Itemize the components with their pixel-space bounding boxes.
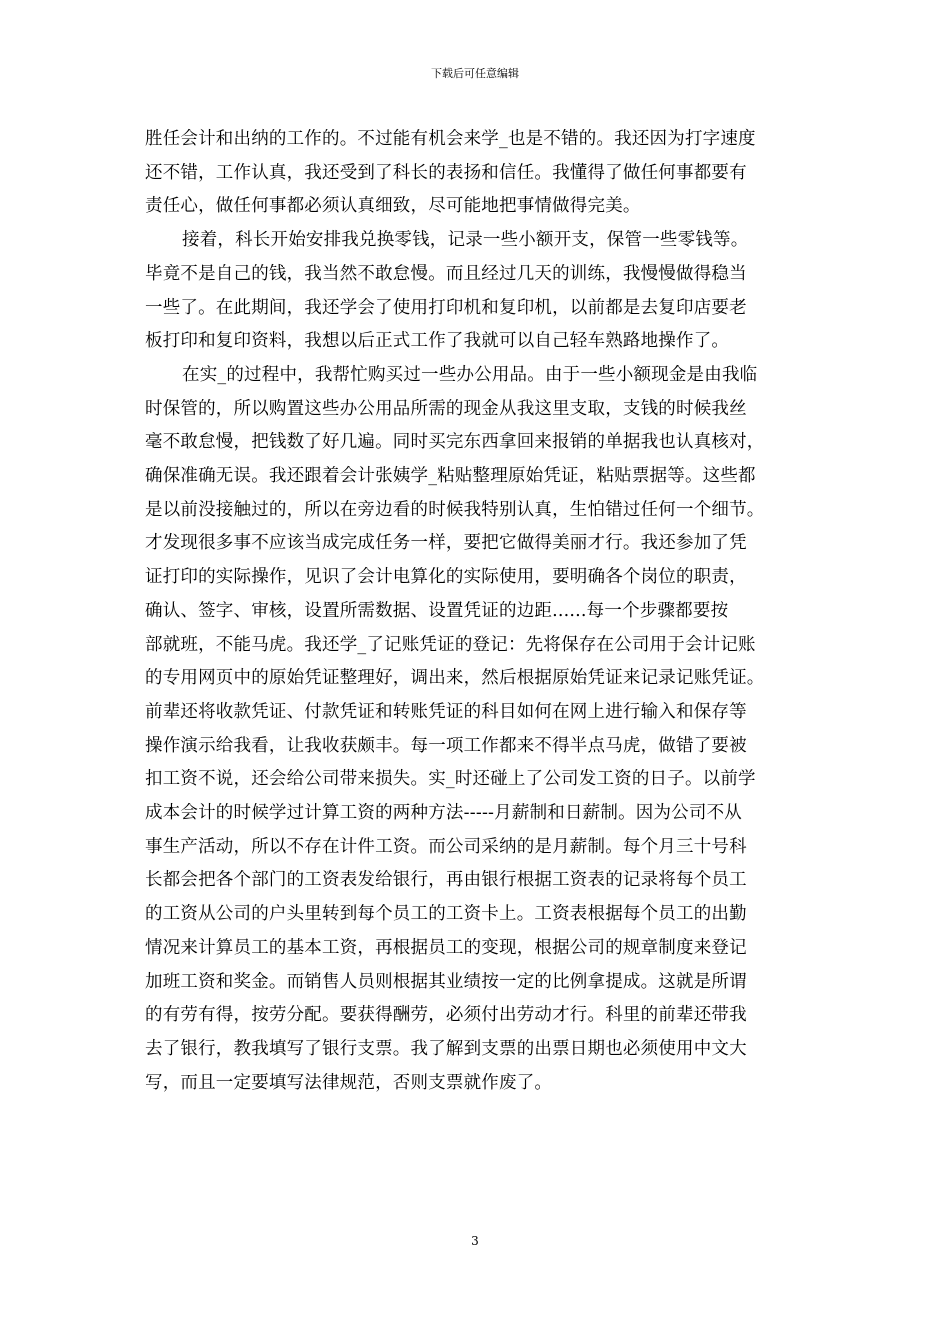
text-line: 才发现很多事不应该当成完成任务一样，要把它做得美丽才行。我还参加了凭 [145, 533, 747, 554]
text-line: 在实_的过程中，我帮忙购买过一些办公用品。由于一些小额现金是由我临 [182, 364, 758, 385]
page-number: 3 [471, 1234, 479, 1248]
text-line: 去了银行，教我填写了银行支票。我了解到支票的出票日期也必须使用中文大 [145, 1038, 747, 1059]
text-line: 毫不敢怠慢，把钱数了好几遍。同时买完东西拿回来报销的单据我也认真核对， [145, 432, 765, 453]
text-line: 证打印的实际操作，见识了会计电算化的实际使用，要明确各个岗位的职责， [145, 567, 747, 588]
text-line: 是以前没接触过的，所以在旁边看的时候我特别认真，生怕错过任何一个细节。 [145, 499, 765, 520]
paragraph-2 [145, 224, 810, 359]
text-line: 扣工资不说，还会给公司带来损失。实_时还碰上了公司发工资的日子。以前学 [145, 769, 756, 790]
text-line: 部就班，不能马虎。我还学_了记账凭证的登记：先将保存在公司用于会计记账 [145, 634, 756, 655]
text-line: 确认、签字、审核，设置所需数据、设置凭证的边距......每一个步骤都要按 [145, 600, 729, 621]
paragraph-1 [145, 123, 810, 224]
text-line: 的专用网页中的原始凭证整理好，调出来，然后根据原始凭证来记录记账凭证。 [145, 668, 765, 689]
text-line: 长都会把各个部门的工资表发给银行，再由银行根据工资表的记录将每个员工 [145, 870, 747, 891]
text-line: 胜任会计和出纳的工作的。不过能有机会来学_也是不错的。我还因为打字速度 [145, 129, 756, 149]
paragraph-3 [145, 359, 810, 1100]
document-body [145, 123, 810, 1100]
text-line: 还不错，工作认真，我还受到了科长的表扬和信任。我懂得了做任何事都要有 [145, 162, 747, 183]
text-line: 情况来计算员工的基本工资，再根据员工的变现，根据公司的规章制度来登记 [145, 937, 747, 958]
text-line: 接着，科长开始安排我兑换零钱，记录一些小额开支，保管一些零钱等。 [182, 230, 749, 251]
text-line: 责任心，做任何事都必须认真细致，尽可能地把事情做得完美。 [145, 196, 641, 217]
text-line: 前辈还将收款凭证、付款凭证和转账凭证的科目如何在网上进行输入和保存等 [145, 701, 747, 722]
text-line: 一些了。在此期间，我还学会了使用打印机和复印机，以前都是去复印店要老 [145, 297, 747, 318]
text-line: 操作演示给我看，让我收获颇丰。每一项工作都来不得半点马虎，做错了要被 [145, 735, 747, 756]
text-line: 成本会计的时候学过计算工资的两种方法-----月薪制和日薪制。因为公司不从 [145, 803, 742, 824]
text-line: 的工资从公司的户头里转到每个员工的工资卡上。工资表根据每个员工的出勤 [145, 904, 747, 925]
text-line: 的有劳有得，按劳分配。要获得酬劳，必须付出劳动才行。科里的前辈还带我 [145, 1005, 747, 1026]
text-line: 毕竟不是自己的钱，我当然不敢怠慢。而且经过几天的训练，我慢慢做得稳当 [145, 263, 747, 284]
text-line: 事生产活动，所以不存在计件工资。而公司采纳的是月薪制。每个月三十号科 [145, 836, 747, 857]
text-line: 板打印和复印资料，我想以后正式工作了我就可以自己轻车熟路地操作了。 [145, 331, 730, 352]
text-line: 时保管的，所以购置这些办公用品所需的现金从我这里支取，支钱的时候我丝 [145, 398, 747, 419]
text-line: 确保准确无误。我还跟着会计张姨学_粘贴整理原始凭证，粘贴票据等。这些都 [145, 466, 756, 487]
text-line: 写，而且一定要填写法律规范，否则支票就作废了。 [145, 1072, 553, 1093]
page-header: 下载后可任意编辑 [431, 67, 519, 80]
text-line: 加班工资和奖金。而销售人员则根据其业绩按一定的比例拿提成。这就是所谓 [145, 971, 747, 992]
